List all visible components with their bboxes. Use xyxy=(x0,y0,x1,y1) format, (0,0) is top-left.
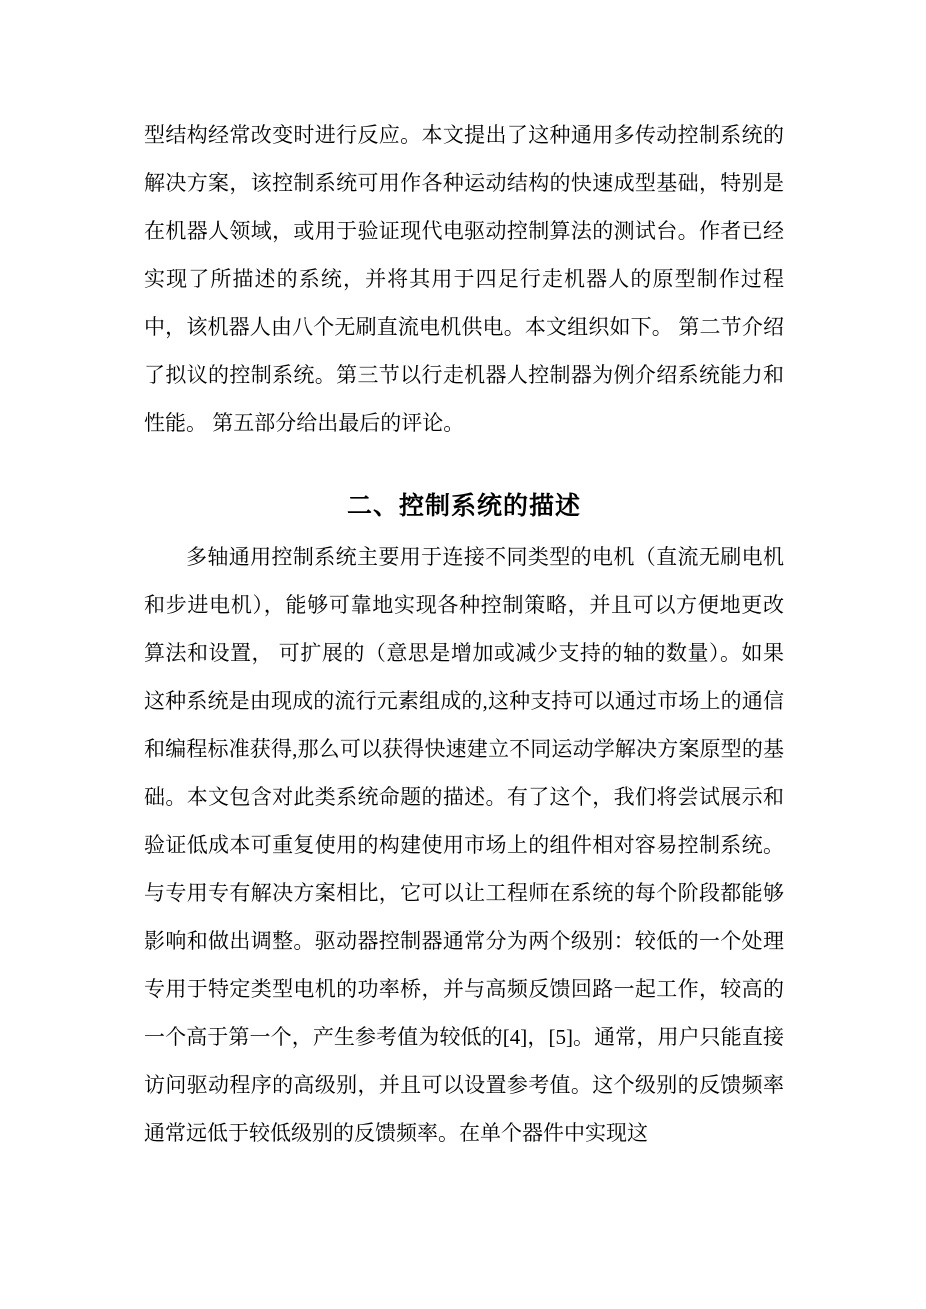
paragraph-continuation: 型结构经常改变时进行反应。本文提出了这种通用多传动控制系统的解决方案，该控制系统可用作各种运动结构的快速成型基础，特别是在机器人领域，或用于验证现代电驱动控制算法的测试台。作者已经实现了所描述的系统，并将其用于四足行走机器人的原型制作过程中，该机器人由八个无刷直流电机供电。本文组织如下。 第二节介绍了拟议的控制系统。第三节以行走机器人控制器为例介绍系统能力和性能。 第五部分给出最后的评论。 xyxy=(144,123,784,435)
paragraph-section-body: 多轴通用控制系统主要用于连接不同类型的电机（直流无刷电机和步进电机），能够可靠地实现各种控制策略，并且可以方便地更改算法和设置， 可扩展的（意思是增加或减少支持的轴的数量）。如果这种系统是由现成的流行元素组成的,这种支持可以通过市场上的通信和编程标准获得,那么可以获得快速建立不同运动学解决方案原型的基础。本文包含对此类系统命题的描述。有了这个，我们将尝试展示和验证低成本可重复使用的构建使用市场上的组件相对容易控制系统。与专用专有解决方案相比，它可以让工程师在系统的每个阶段都能够影响和做出调整。驱动器控制器通常分为两个级别：较低的一个处理专用于特定类型电机的功率桥，并与高频反馈回路一起工作，较高的一个高于第一个，产生参考值为较低的[4]，[5]。通常，用户只能直接访问驱动程序的高级别，并且可以设置参考值。这个级别的反馈频率通常远低于较低级别的反馈频率。在单个器件中实现这 xyxy=(144,545,784,1145)
section-heading: 二、控制系统的描述 xyxy=(346,493,581,520)
